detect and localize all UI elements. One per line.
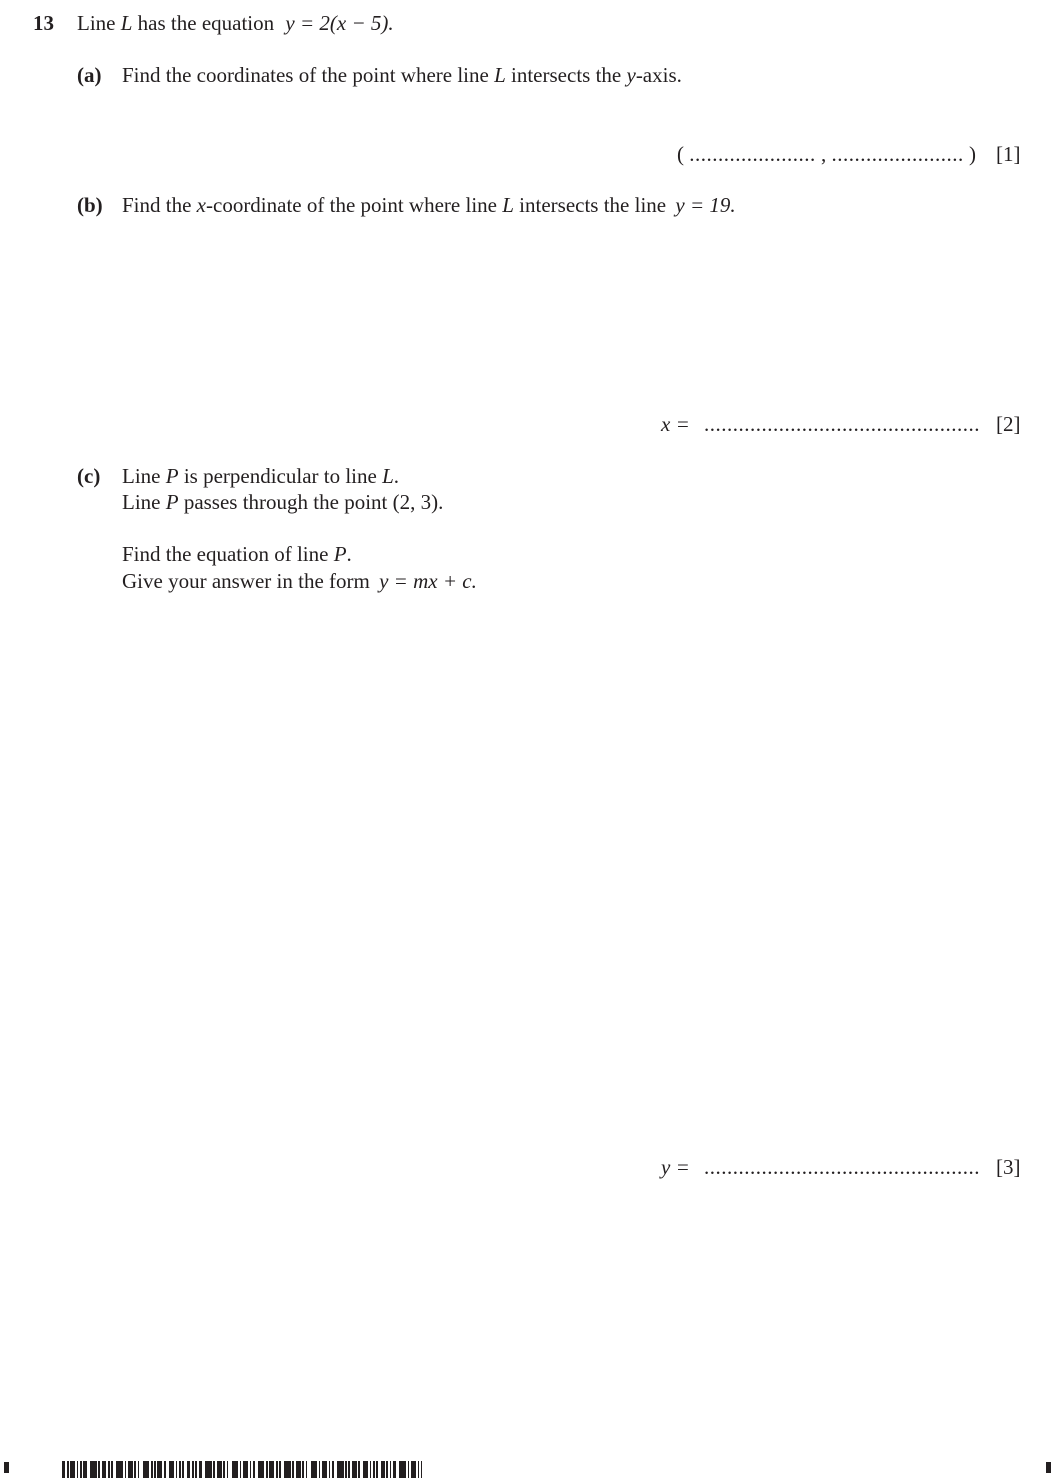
part-b-label: (b): [77, 193, 103, 217]
part-a-var-L: L: [494, 63, 506, 87]
part-a-open-paren: (: [677, 142, 684, 166]
barcode-bar: [90, 1461, 97, 1478]
alignment-marker-right: [1046, 1462, 1051, 1473]
part-c-line3-a: Find the equation of line: [122, 542, 334, 566]
part-c-line-1: [122, 466, 399, 487]
part-c-line-3: [122, 544, 352, 565]
part-b-text-c: intersects the line: [513, 193, 672, 217]
part-b-answer-dots[interactable]: ................................................: [704, 412, 980, 436]
part-b-equation: y = 19.: [675, 193, 736, 217]
part-c-line1-b: is perpendicular to line: [178, 464, 383, 488]
part-a-close-paren: ): [969, 142, 976, 166]
part-a-label: (a): [77, 63, 102, 87]
barcode-bar: [116, 1461, 123, 1478]
alignment-marker-left: [4, 1462, 9, 1473]
question-stem: [77, 13, 394, 34]
part-c-line2-b: passes through the point (2, 3).: [178, 490, 444, 514]
barcode-bar: [143, 1461, 150, 1478]
stem-text-a: Line: [77, 11, 121, 35]
part-b-marks: [2]: [996, 412, 1021, 436]
part-b-answer-prefix: x =: [661, 412, 690, 436]
part-c-line2-var-P: P: [165, 490, 179, 514]
part-c-line1-var-P: P: [165, 464, 179, 488]
part-a-answer-x-dots[interactable]: ......................: [689, 142, 816, 166]
part-a-answer-y-dots[interactable]: .......................: [831, 142, 964, 166]
barcode-bar: [311, 1461, 318, 1478]
part-b-question: [122, 195, 736, 216]
part-c-line3-var-P: P: [333, 542, 347, 566]
barcode: [62, 1461, 424, 1478]
part-c-line-2: [122, 492, 443, 513]
part-b-text-a: Find the: [122, 193, 197, 217]
part-a-text-b: intersects the: [505, 63, 627, 87]
part-a-text-a: Find the coordinates of the point where line: [122, 63, 495, 87]
part-a-var-y: y: [626, 63, 636, 87]
part-b-var-x: x: [196, 193, 206, 217]
part-a-comma: ,: [821, 142, 827, 166]
barcode-bar: [232, 1461, 239, 1478]
question-number: 13: [33, 11, 54, 35]
part-c-line1-c: .: [393, 464, 400, 488]
part-a-text-c: -axis.: [635, 63, 682, 87]
part-c-answer-dots[interactable]: ................................................: [704, 1155, 980, 1179]
part-b-text-b: -coordinate of the point where line: [206, 193, 503, 217]
part-a-answer-line[interactable]: [677, 144, 976, 165]
part-c-line-4: [122, 571, 477, 592]
part-c-line3-b: .: [346, 542, 352, 566]
part-c-line1-var-L: L: [382, 464, 394, 488]
barcode-bar: [337, 1461, 344, 1478]
part-c-answer-prefix: y =: [661, 1155, 690, 1179]
barcode-bar: [284, 1461, 291, 1478]
barcode-bar: [399, 1461, 406, 1478]
part-c-marks: [3]: [996, 1155, 1021, 1179]
part-c-line2-a: Line: [122, 490, 166, 514]
part-a-question: [122, 65, 682, 86]
barcode-bar: [421, 1461, 423, 1478]
part-c-label: (c): [77, 464, 101, 488]
barcode-bar: [258, 1461, 265, 1478]
part-b-var-L: L: [502, 193, 514, 217]
barcode-bar: [205, 1461, 212, 1478]
stem-text-b: has the equation: [132, 11, 280, 35]
part-c-line4-a: Give your answer in the form: [122, 569, 376, 593]
stem-equation: y = 2(x − 5).: [285, 11, 394, 35]
stem-var-L: L: [120, 11, 133, 35]
part-c-line4-equation: y = mx + c.: [379, 569, 477, 593]
part-a-marks: [1]: [996, 142, 1021, 166]
part-c-line1-a: Line: [122, 464, 166, 488]
